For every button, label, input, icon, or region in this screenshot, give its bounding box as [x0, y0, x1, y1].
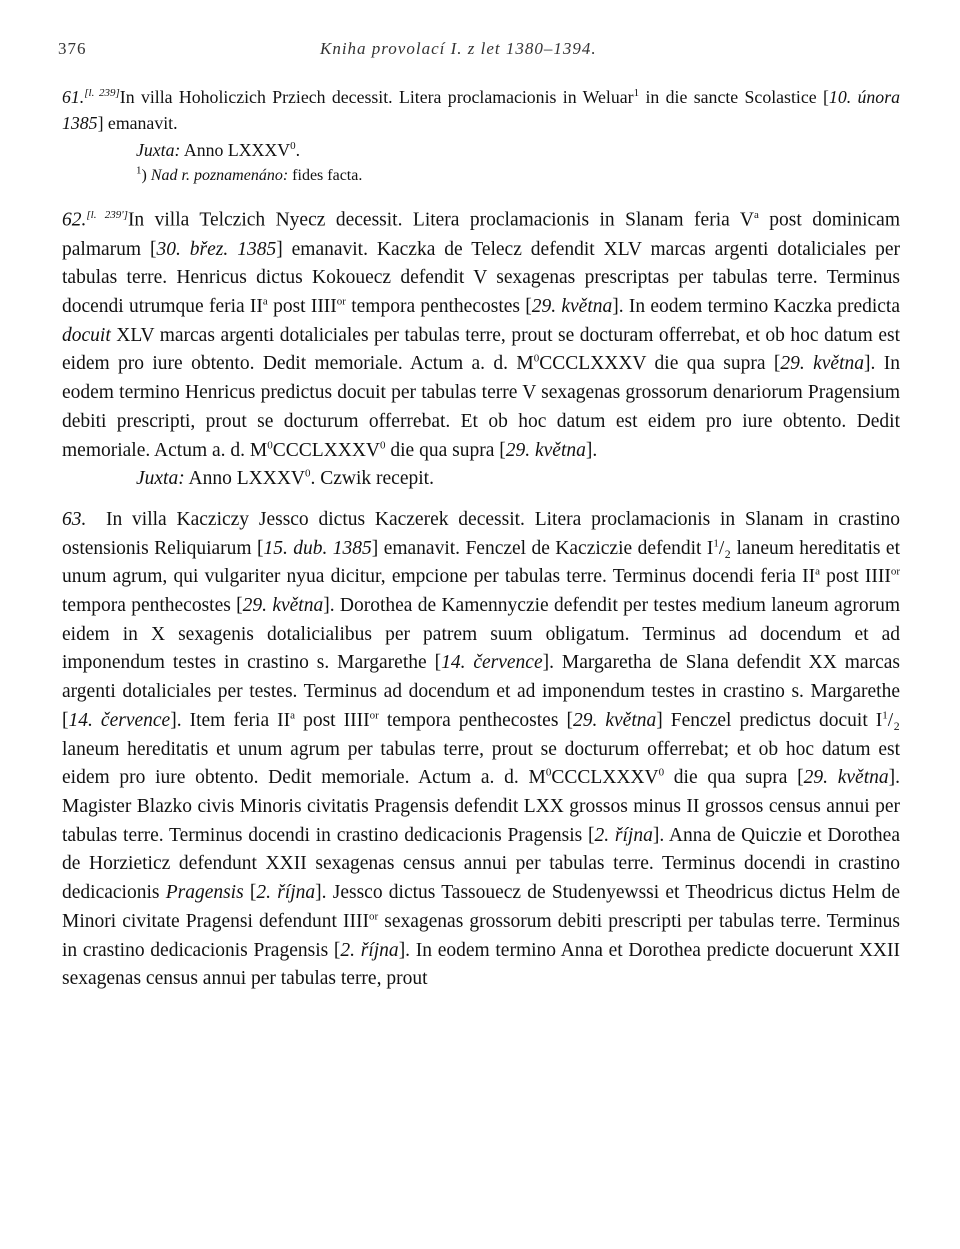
text-run: ] Fenczel predictus docuit I [656, 709, 883, 731]
date-gloss: 29. května [803, 767, 889, 789]
text-run: ]. Magister Blazko civis Minoris civitatis Pragensis defendit LXX grossos minus II grossos census annui per tabulas terre. Terminus docendi in crastino dedicacionis Pragensis [ [62, 767, 900, 846]
text-run: ]. Margaretha de Slana defendit XX marcas argenti dotaliciales per testes. Terminus ad docendum et ad imponendum testes in crastino s. Margarethe [ [62, 652, 900, 731]
text-run: tempora penthecostes [ [378, 709, 573, 731]
footnote-mark: 1 [633, 87, 640, 99]
superscript: 1 [882, 709, 888, 722]
running-title: Kniha provolací I. z let 1380–1394. [320, 39, 597, 58]
text-run: post dominicam palmarum [ [62, 209, 900, 260]
text-run: ]. Anna de Quiczie et Dorothea de Horzieticz defendunt XXII sexagenas census annui per tabulas terre. Terminus docendi in crastino dedicacionis [62, 824, 900, 904]
text-run: ]. In eodem termino Anna et Dorothea predicte docuerunt XXII sexagenas census annui per tabulas terre, prout [62, 939, 900, 990]
text-run: In villa Kacziczy Jessco dictus Kaczerek decessit. Litera proclamacionis in Slanam in crastino ostensionis Reliquiarum [ [62, 508, 901, 559]
text-run: ]. In eodem termino Kaczka predicta [612, 296, 900, 318]
text-run: In villa Telczich Nyecz decessit. Litera proclamacionis in Slanam feria V [127, 209, 754, 231]
entry-61-text: 61.[l. 239]In villa Hoholiczich Prziech decessit. Litera proclamacionis in Weluar$^1$ in die sancte Scolastice [10. února 1385] emanavit. [62, 86, 901, 134]
superscript: a [753, 209, 759, 222]
entry-62-text [62, 201, 900, 465]
date-gloss: 2. října [256, 882, 316, 904]
date-gloss: 14. července [441, 652, 543, 674]
date-gloss: 10. února 1385 [62, 86, 901, 134]
superscript: a [262, 295, 268, 308]
text-run: CCCLXXXV [551, 767, 659, 789]
superscript: a [290, 709, 296, 722]
page-body [62, 80, 900, 994]
folio-reference: [l. 239] [84, 87, 120, 99]
text-run: tempora penthecostes [ [345, 296, 532, 318]
footnote: $^1$) Nad r. poznamenáno: fides facta. [136, 165, 363, 185]
text-run: tempora penthecostes [ [62, 595, 243, 617]
date-gloss: docuit [62, 324, 111, 346]
page-number: 376 [58, 39, 87, 58]
date-gloss: 14. července [68, 709, 171, 731]
entry-number: 61. [62, 86, 85, 107]
text-run: sexagenas grossorum debiti prescripti per tabulas terre. Terminus in crastino dedicacionis Pragensis [ [62, 910, 901, 961]
date-gloss: 29. května [531, 296, 613, 318]
text-run: ]. [585, 439, 598, 461]
superscript: 0 [380, 439, 386, 452]
text-run: ]. Dorothea de Kamennyczie defendit per testes medium laneum agrorum eidem in X sexagenis dotalicialibus per patrem suum obligatum. Terminus ad docendum et ad imponendum testes in crastino s. Margarethe [ [62, 595, 901, 674]
juxta-line: Juxta: Anno LXXXV$^0$. [136, 139, 301, 160]
juxta-line: Juxta: Anno LXXXV$^0$. Czwik recepit. [136, 467, 434, 490]
date-gloss: 29. května [780, 353, 864, 375]
entry-61 [62, 80, 900, 189]
entry-number: 63. [62, 508, 87, 530]
text-run: ] emanavit. Fenczel de Kacziczie defendit I [371, 537, 714, 559]
superscript: or [890, 565, 901, 578]
date-gloss: 29. května [572, 709, 657, 731]
text-run: CCCLXXXV [272, 439, 381, 461]
entry-63 [62, 506, 900, 994]
text-run: post IIII [819, 566, 891, 588]
text-run: /₂ laneum hereditatis et unum agrum, qui vulgariter nyua dicitur, empcione per tabulas terre. Terminus docendi feria II [62, 537, 901, 588]
date-gloss: 2. října [340, 939, 399, 961]
entry-number: 62. [62, 209, 87, 231]
date-gloss: 29. května [505, 439, 586, 461]
superscript: or [369, 709, 379, 722]
entry-63-text [62, 506, 900, 994]
date-gloss: Pragensis [165, 882, 244, 904]
text-run: post IIII [267, 296, 337, 318]
superscript: or [336, 295, 346, 308]
date-gloss: 15. dub. 1385 [263, 537, 372, 559]
superscript: 1 [713, 537, 719, 550]
text-run: die qua supra [ [385, 439, 506, 461]
superscript: 0 [267, 439, 273, 452]
text-run: ]. Jessco dictus Tassouecz de Studenyewssi et Theodricus dictus Helm de Minori civitate Pragensi defendunt IIII [62, 882, 900, 932]
date-gloss: 29. května [242, 595, 324, 617]
entry-62 [62, 201, 900, 494]
text-run: XLV marcas argenti dotaliciales per tabulas terre, prout se docturam offerrebat, et ob hoc datum est eidem pro iure obtento. Dedit memoriale. Actum a. d. M [62, 324, 900, 375]
superscript: 0 [658, 766, 665, 779]
superscript: a [815, 565, 820, 578]
text-run: ]. In eodem termino Henricus predictus docuit per tabulas terre V sexagenas grossorum denariorum Pragensium debiti prescripti, prout se docturum offerrebat. Et ob hoc datum est eidem pro iure obtento. Dedit memoriale. Actum a. d. M [62, 353, 900, 461]
superscript: 0 [545, 766, 552, 779]
superscript: 0 [533, 352, 540, 365]
text-run: [ [243, 882, 257, 904]
text-run: /₂ laneum hereditatis et unum agrum per tabulas terre, prout se docturum offerrebat; et ob hoc datum est eidem pro iure obtento. Dedit memoriale. Actum a. d. M [62, 709, 901, 789]
text-run: CCCLXXXV die qua supra [ [539, 353, 781, 375]
date-gloss: 2. října [594, 824, 653, 846]
text-run: ] emanavit. Kaczka de Telecz defendit XLV marcas argenti dotaliciales per tabulas terre. Henricus dictus Kokouecz defendit V sexagenas prescriptas per tabulas terre. Terminus docendi utrumque feria II [62, 238, 900, 318]
text-run: post IIII [295, 709, 370, 731]
text-run: die qua supra [ [664, 767, 804, 789]
superscript: or [369, 910, 379, 923]
date-gloss: 30. břez. 1385 [156, 238, 277, 260]
folio-reference: [l. 239'] [86, 209, 128, 222]
text-run: ]. Item feria II [170, 709, 291, 731]
